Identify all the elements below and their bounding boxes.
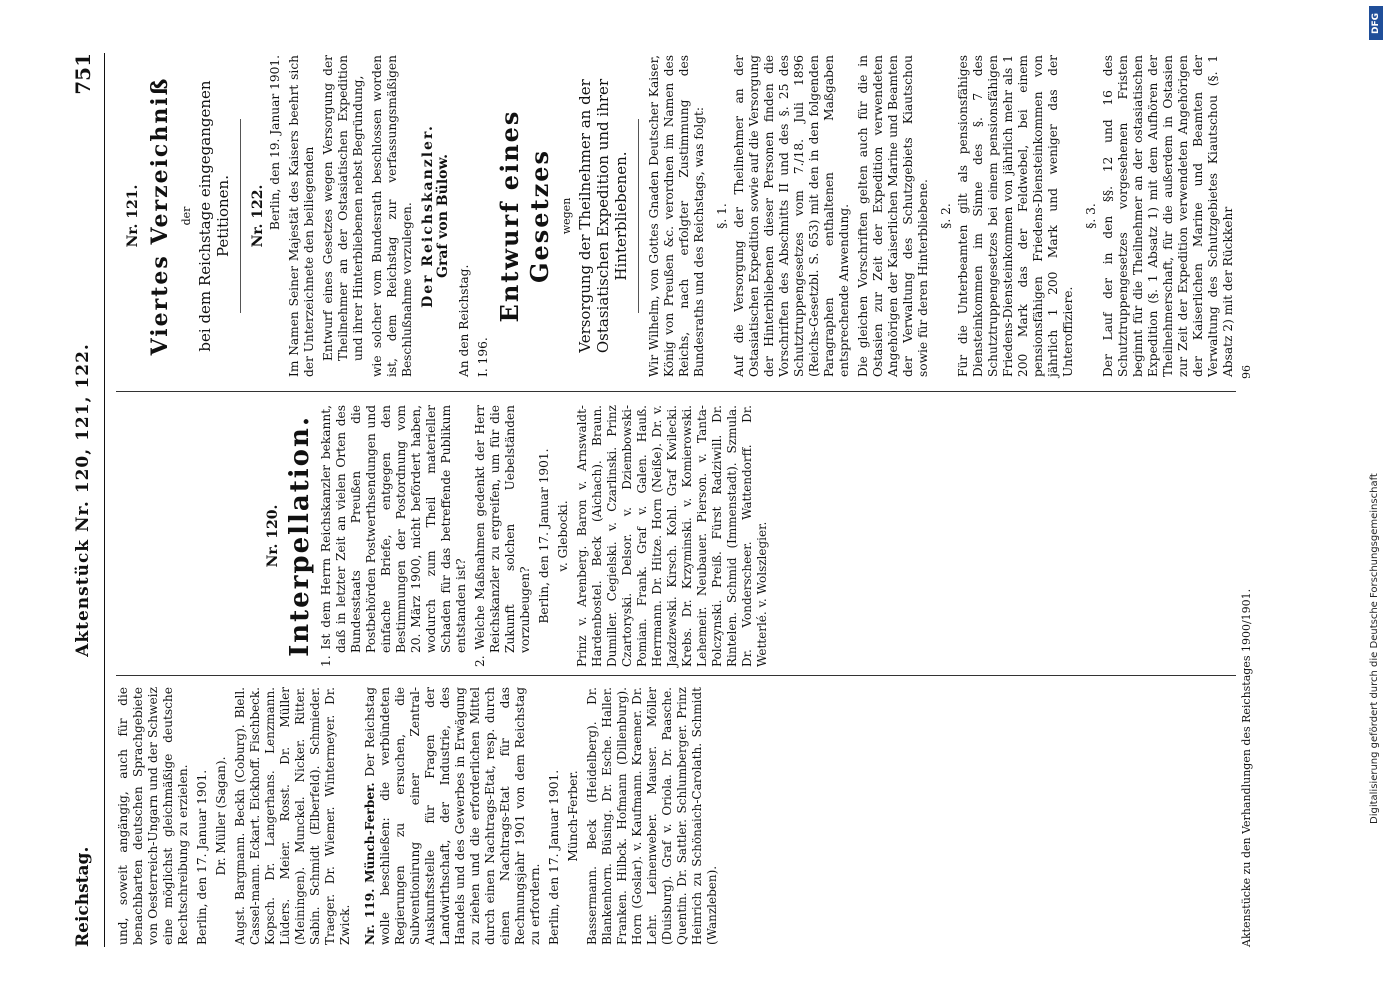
sheet-number: 96	[1240, 365, 1253, 379]
signature-title: Der Reichskanzler.	[420, 124, 436, 308]
paragraph-3-text: Der Lauf der in den §§. 12 und 16 des Schutztruppengesetzes vorgesehenen Fristen beginnt für die Theilnehmer an der ostasiatischen Expedition (§. 1 Absatz 1) mit dem Aufhören der Theilnehmerschaft, für die außerdem in Ostasien zur Zeit der Expedition verwendeten Angehörigen der Kaiserlichen Marine und Beamten der Verwaltung des Schutzgebietes Kiautschou (§. 1 Absatz 2) mit der Rückkehr	[1101, 55, 1235, 377]
interpellation-heading: Interpellation.	[285, 415, 315, 657]
header-title: Aktenstück Nr. 120, 121, 122.	[73, 343, 93, 657]
signer: Dr. Müller (Sagan).	[214, 756, 228, 876]
column-right	[116, 55, 1240, 377]
dfg-logo: DFG	[1369, 6, 1383, 40]
enactment-formula: Wir Wilhelm, von Gottes Gnaden Deutscher Kaiser, König von Preußen &c. verordnen im Namen des Reichs, nach erfolgter Zustimmung des Bundesraths und des Reichstags, was folgt:	[647, 55, 706, 377]
running-header	[71, 53, 98, 947]
nr119-name: Münch-Ferber.	[363, 782, 377, 883]
petitions-title: Viertes Verzeichniß	[147, 76, 173, 356]
entwurf-reference: Entwurf eines Gesetzes wegen Versorgung der Theilnehmer an der Ostasiatischen Expedition und ihrer Hinterbliebenen nebst Begründung,	[321, 55, 365, 361]
date-line: Berlin, den 17. Januar 1901.	[547, 769, 561, 945]
signer: v. Glebocki.	[556, 500, 570, 572]
column-middle	[116, 405, 774, 667]
intro-text-2: wie solcher vom Bundesrath beschlossen worden ist, dem Reichstag zur verfassungsmäßigen Beschlußnahme vorzulegen.	[370, 55, 414, 377]
nr122-heading: Nr. 122.	[250, 184, 266, 248]
signature-name: Graf von Bülow.	[435, 154, 451, 279]
paragraph-2-heading: §. 2.	[939, 203, 953, 229]
paragraph-3-heading: §. 3.	[1084, 203, 1098, 229]
signatory-names: Prinz v. Arenberg. Baron v. Arnswaldt-Hardenbostel. Beck (Aichach). Braun. Dumiller. Cegielski. v. Czarlinski. Prinz Czartoryski. Delsor. v. Dziembowski-Pomian. Frank. Graf v. Galen. Hauß. Herrmann. Dr. Hitze. Horn (Neiße). Dr. v. Jazdzewski. Kirsch. Kohl. Graf Kwilecki. Krebs. Dr. Krzyminski. v. Komierowski. Lehemeir. Neubauer. Pierson. v. Tanta-Polczynski. Preiß. Fürst Radziwill. Dr. Rintelen. Schmid (Immenstadt). Szmula. Dr. Vonderscheer. Wattendorff. Dr. Wetterlé. v. Wolszlegier.	[575, 405, 769, 667]
nr119-motion	[363, 687, 543, 945]
law-subtitle: Versorgung der Theilnehmer an der Ostasiatischen Expedition und ihrer Hinterbliebenen.	[576, 78, 630, 354]
rotated-page	[70, 45, 1260, 955]
paragraph-1-heading: §. 1.	[715, 203, 729, 229]
funding-note: Digitalisierung gefördert durch die Deutsche Forschungsgemeinschaft	[1369, 473, 1380, 824]
signatory-names: Augst. Bargmann. Beckh (Coburg). Blell. Cassel-mann. Eckart. Eickhoff. Fischbeck. Kopsch. Dr. Langerhans. Lenzmann. Lüders. Meier. Rosst. Dr. Müller (Meiningen). Munckel. Nicker. Ritter. Sabin. Schmidt (Elberfeld). Schmieder. Traeger. Dr. Wiemer. Wintermeyer. Dr. Zwick.	[233, 687, 352, 945]
law-wegen: wegen	[560, 197, 573, 235]
signer: Münch-Ferber.	[566, 770, 580, 862]
paragraph-1-text-2: Die gleichen Vorschriften gelten auch für die in Ostasien zur Zeit der Expedition verwendeten Angehörigen der Kaiserlichen Marine und Beamten der Verwaltung des Schutzgebiets Kiautschou sowie für deren Hinterbliebene.	[856, 55, 930, 377]
reference-number: I. 196.	[476, 337, 490, 377]
question-2: 2. Welche Maßnahmen gedenkt der Herr Reichskanzler zu ergreifen, um für die Zukunft solchen Uebelständen vorzubeugen?	[473, 405, 532, 667]
footer-text: Aktenstücke zu den Verhandlungen des Reichstages 1900/1901.	[1240, 588, 1253, 947]
title-der: der	[180, 206, 193, 226]
date-line: Berlin, den 17. Januar 1901.	[195, 769, 209, 945]
page-number: 751	[71, 53, 95, 95]
header-left: Reichstag.	[73, 846, 93, 947]
header-rule	[104, 53, 105, 947]
date-line: Berlin, den 17. Januar 1901.	[537, 448, 551, 624]
separator	[638, 119, 639, 312]
column-divider	[116, 675, 1236, 676]
column-divider	[116, 391, 1236, 392]
nr121-heading: Nr. 121.	[125, 184, 141, 248]
paragraph-1-text: Auf die Versorgung der Theilnehmer an der Ostasiatischen Expedition sowie auf die Versorgung der Hinterbliebenen dieser Personen finden die Vorschriften des Abschnitts II und des §. 25 des Schutztruppengesetzes vom 7./18. Juli 1896 (Reichs-Gesetzbl. S. 653) mit den in den folgenden Paragraphen enthaltenen Maßgaben entsprechende Anwendung.	[732, 55, 851, 377]
law-title: Entwurf eines Gesetzes	[495, 109, 554, 323]
signatory-names: Bassermann. Beck (Heidelberg). Dr. Blankenhorn. Büsing. Dr. Esche. Haller. Franken. Hilbck. Hofmann (Dillenburg). Horn (Goslar). v. Kaufmann. Kraemer. Dr. Lehr. Leinenweber. Mauser. Möller (Duisburg). Graf v. Oriola. Dr. Paasche. Quentin. Dr. Sattler. Schlumberger. Prinz Heinrich zu Schönaich-Carolath. Schmidt (Wanzleben).	[585, 687, 719, 945]
intro-text: Im Namen Seiner Majestät des Kaisers beehrt sich der Unterzeichnete den beiliegenden	[287, 55, 316, 377]
addressee: An den Reichstag.	[457, 264, 471, 377]
date-line: Berlin, den 19. Januar 1901.	[268, 55, 282, 231]
nr119-text: Der Reichstag wolle beschließen: die verbündeten Regierungen zu ersuchen, die Subventionirung einer Zentral-Auskunftsstelle für Fragen der Landwirthschaft, der Industrie, des Handels und des Gewerbes in Erwägung zu ziehen und die erforderlichen Mittel durch einen Nachtrags-Etat, resp. durch einen Nachtrags-Etat für das Rechnungsjahr 1901 von dem Reichstag zu erfordern.	[363, 686, 542, 945]
column-left	[116, 687, 724, 945]
petitions-subtitle: bei dem Reichstage eingegangenen Petitionen.	[196, 80, 232, 352]
paragraph-2-text: Für die Unterbeamten gilt als pensionsfähiges Diensteinkommen im Sinne des §. 7 des Schutztruppengesetzes bei einem pensionsfähigen Friedens-Diensteinkommen von jährlich mehr als 1 200 Mark das der Feldwebel, bei einem pensionsfähigen Friedens-Diensteinkommen von jährlich 1 200 Mark und weniger das der Unteroffiziere.	[956, 55, 1075, 377]
nr119-label: Nr. 119.	[363, 888, 377, 945]
nr120-heading: Nr. 120.	[265, 504, 281, 568]
question-1: 1. Ist dem Herrn Reichskanzler bekannt, daß in letzter Zeit an vielen Orten des Bundesstaats Preußen die Postbehörden Postwerthsendungen und einfache Briefe, entgegen den Bestimmungen der Postordnung vom 20. März 1900, nicht befördert haben, wodurch zum Theil materieller Schaden für das betreffende Publikum entstanden ist?	[319, 405, 468, 667]
continuation-text: und, soweit angängig, auch für die benachbarten deutschen Sprachgebiete von Oesterreich-Ungarn und der Schweiz eine möglichst gleichmäßige deutsche Rechtschreibung zu erzielen.	[116, 687, 190, 945]
separator	[240, 119, 241, 312]
